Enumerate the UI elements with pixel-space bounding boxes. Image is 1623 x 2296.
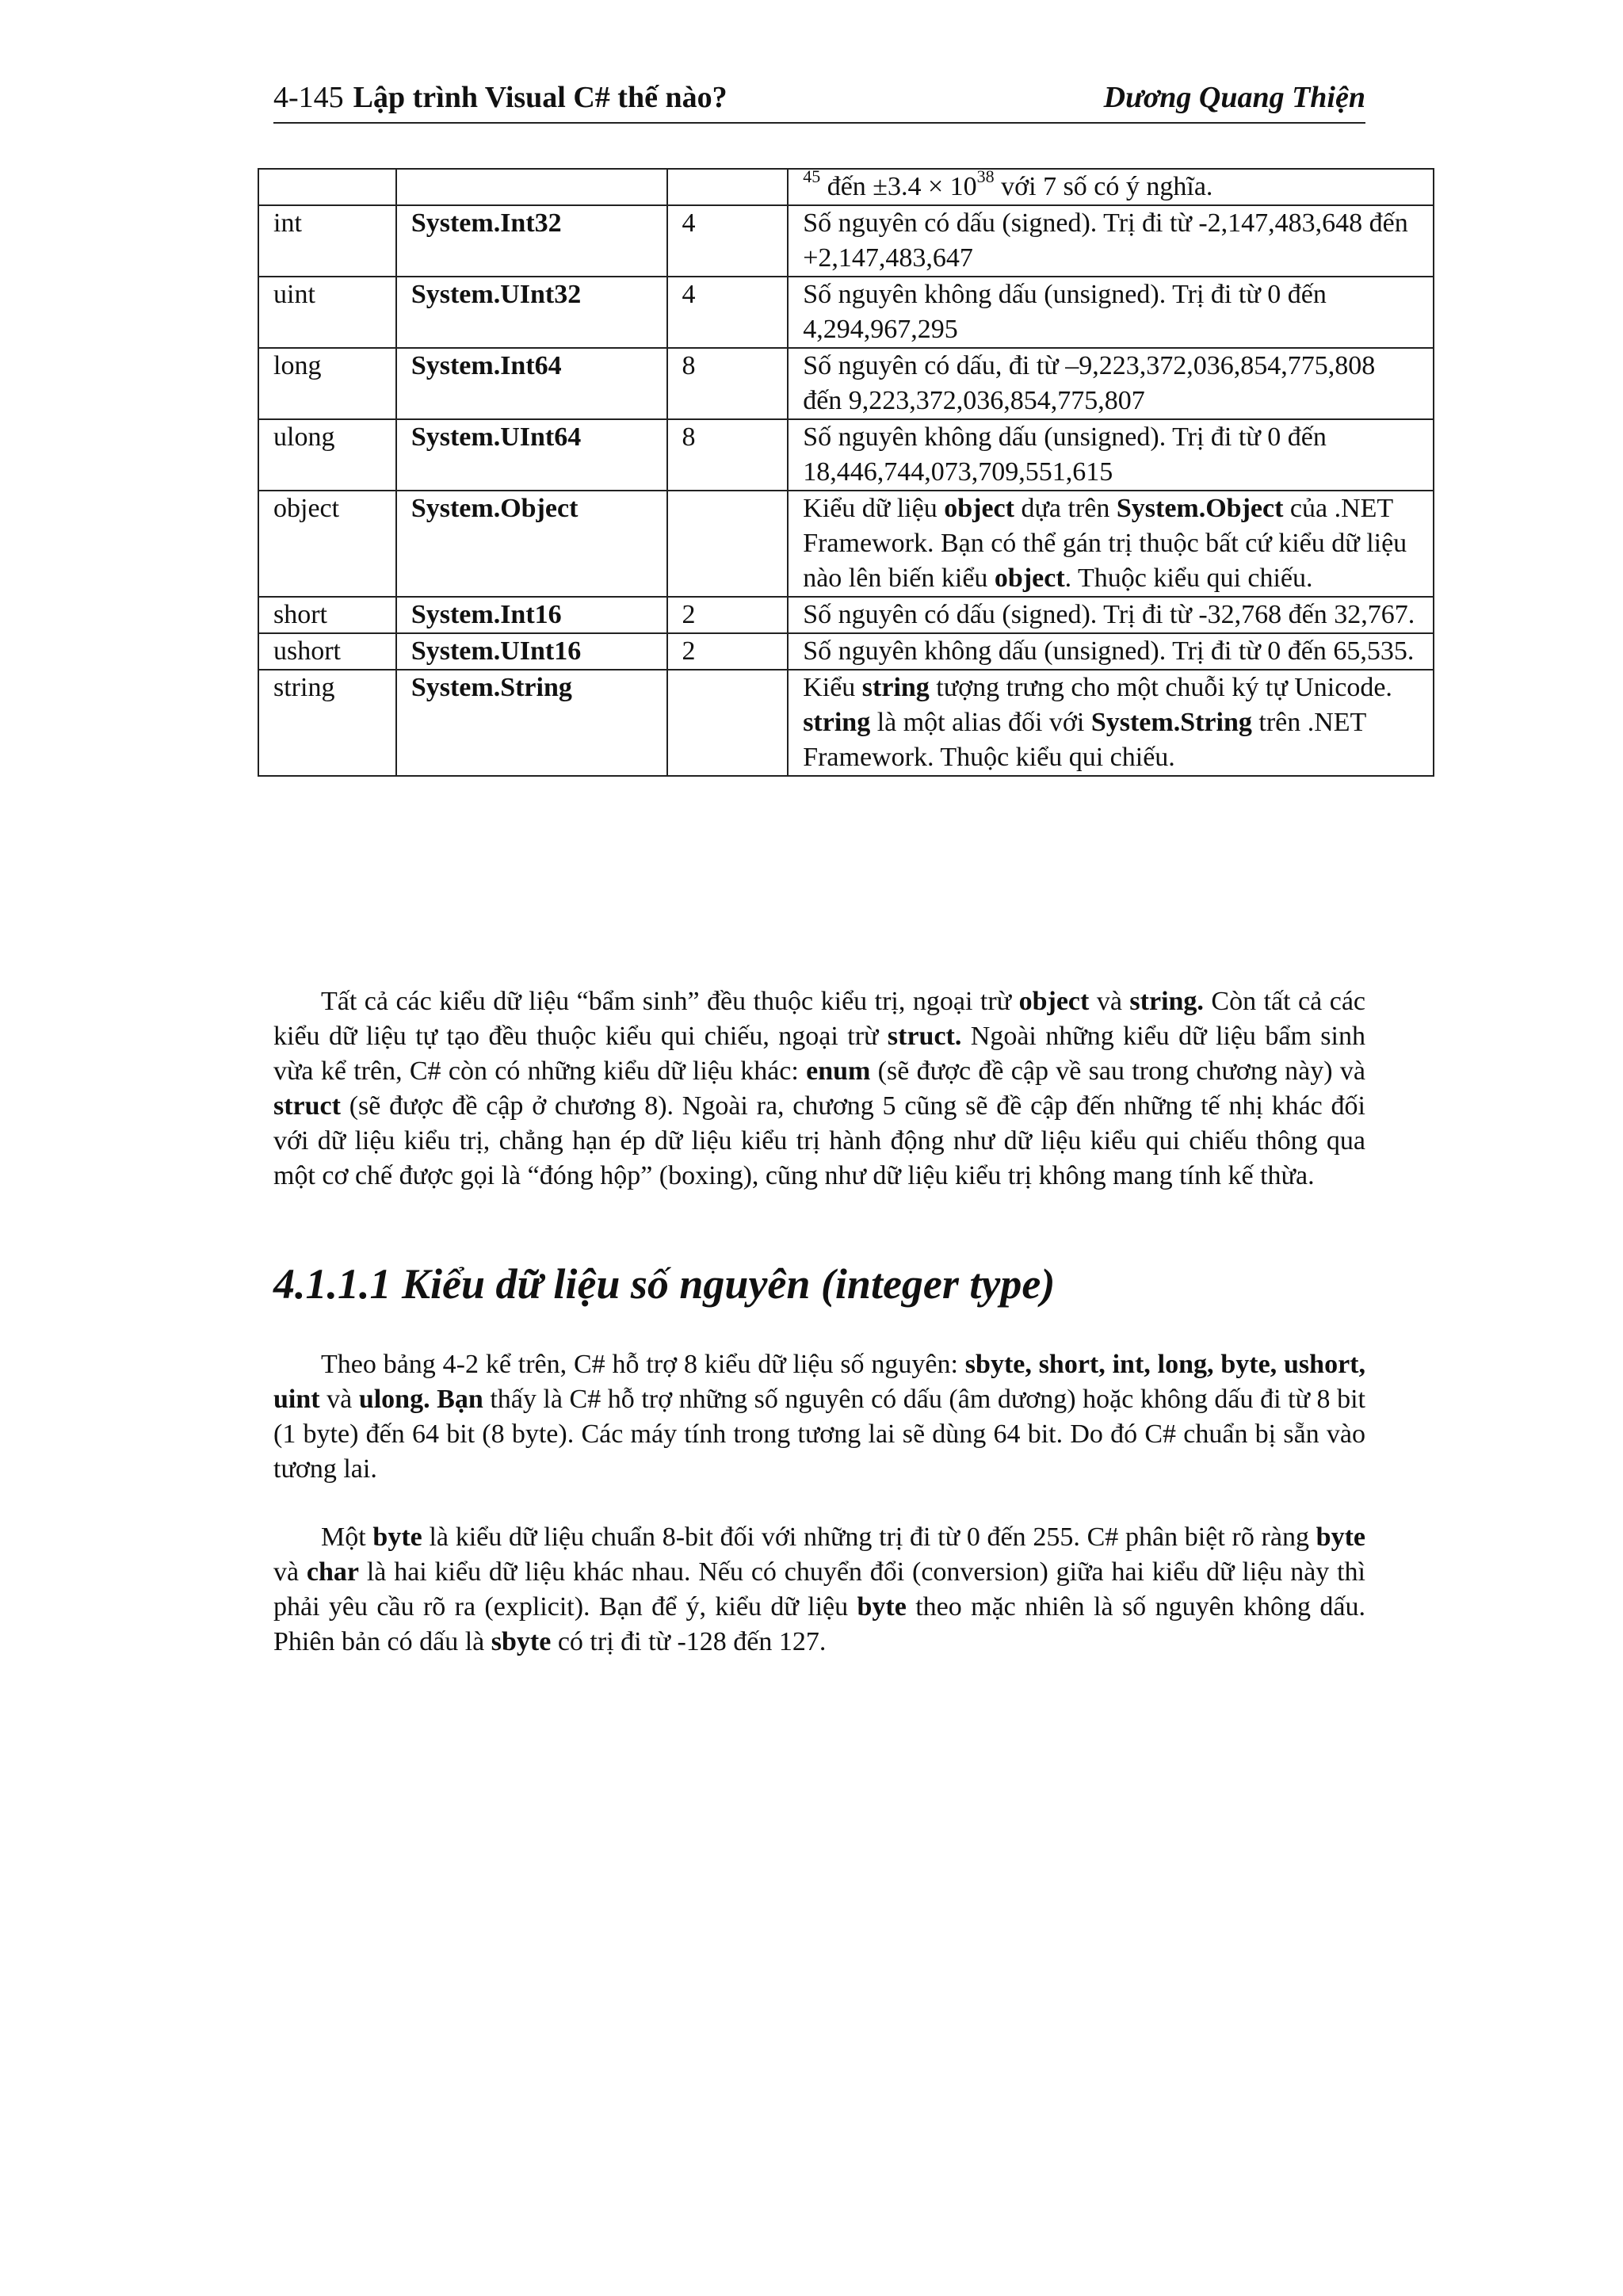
- class-cell: System.Int32: [396, 205, 667, 277]
- bold-text: object: [944, 494, 1014, 523]
- table-row: [258, 348, 1434, 419]
- text-run: Còn tất cả các kiểu dữ liệu tự tạo đều thuộc kiểu qui chiếu, ngoại trừ: [273, 987, 1365, 1051]
- class-cell: System.UInt16: [396, 633, 667, 670]
- bold-text: byte: [857, 1592, 907, 1622]
- size-cell: 4: [667, 205, 789, 277]
- type-cell: ushort: [258, 633, 396, 670]
- bold-text: string: [803, 708, 871, 737]
- text-run: Số nguyên không dấu (unsigned). Trị đi từ 0 đến 18,446,744,073,709,551,615: [803, 422, 1327, 487]
- description-cell: [788, 277, 1434, 348]
- text-run: Số nguyên không dấu (unsigned). Trị đi từ 0 đến 4,294,967,295: [803, 280, 1327, 344]
- paragraph-integer-types: [273, 1347, 1365, 1487]
- type-cell: int: [258, 205, 396, 277]
- superscript: 38: [976, 166, 995, 186]
- bold-text: struct.: [887, 1022, 962, 1051]
- bold-text: string: [861, 673, 930, 702]
- class-cell: System.Object: [396, 491, 667, 597]
- text-run: Số nguyên không dấu (unsigned). Trị đi từ 0 đến 65,535.: [803, 636, 1415, 666]
- type-cell: ulong: [258, 419, 396, 491]
- text-run: và: [319, 1385, 359, 1414]
- text-run: là một alias đối với: [870, 708, 1091, 737]
- paragraph-byte-type: [273, 1520, 1365, 1660]
- table-row: [258, 670, 1434, 776]
- table-row: [258, 633, 1434, 670]
- section-title: 4.1.1.1 Kiểu dữ liệu số nguyên (integer type): [273, 1260, 1056, 1308]
- size-cell: 4: [667, 277, 789, 348]
- text-run: Tất cả các kiểu dữ liệu “bẩm sinh” đều thuộc kiểu trị, ngoại trừ: [321, 987, 1019, 1016]
- superscript: 45: [803, 166, 821, 186]
- class-cell: System.Int64: [396, 348, 667, 419]
- text-run: Số nguyên có dấu (signed). Trị đi từ -32,768 đến 32,767.: [803, 600, 1415, 629]
- description-cell: [788, 166, 1434, 205]
- type-cell: uint: [258, 277, 396, 348]
- data-types-table: [258, 168, 1434, 777]
- text-run: của .NET Framework. Bạn có thể gán trị thuộc bất cứ kiểu dữ liệu nào lên biến kiểu: [803, 494, 1407, 593]
- text-run: là hai kiểu dữ liệu khác nhau. Nếu có chuyển đổi (conversion) giữa hai kiểu dữ liệu này thì phải yêu cầu rõ ra (explicit). Bạn để ý, kiểu dữ liệu: [273, 1557, 1366, 1622]
- size-cell: 8: [667, 419, 789, 491]
- description-cell: [788, 419, 1434, 491]
- type-cell: short: [258, 597, 396, 633]
- text-run: Kiểu dữ liệu: [803, 494, 945, 523]
- text-run: đến ±3.4 × 10: [820, 172, 977, 201]
- table-row: [258, 169, 1434, 205]
- bold-text: sbyte: [491, 1627, 552, 1656]
- text-run: theo mặc nhiên là số nguyên không dấu. Phiên bản có dấu là: [273, 1592, 1365, 1656]
- bold-text: System.Object: [1116, 494, 1284, 523]
- size-cell: [667, 491, 789, 597]
- paragraph-builtin-types: [273, 984, 1365, 1194]
- type-cell: long: [258, 348, 396, 419]
- text-run: Ngoài những kiểu dữ liệu bẩm sinh vừa kể trên, C# còn có những kiểu dữ liệu khác:: [273, 1022, 1365, 1086]
- table-row: [258, 277, 1434, 348]
- text-run: thấy là C# hỗ trợ những số nguyên có dấu (âm dương) hoặc không dấu đi từ 8 bit (1 byte) đến 64 bit (8 byte). Các máy tính trong tương lai sẽ dùng 64 bit. Do đó C# chuẩn bị sẵn vào tương lai.: [273, 1385, 1365, 1484]
- text-run: trên .NET Framework. Thuộc kiểu qui chiếu.: [803, 708, 1366, 772]
- bold-text: char: [306, 1557, 360, 1587]
- size-cell: [667, 169, 789, 205]
- text-run: tượng trưng cho một chuỗi ký tự Unicode.: [929, 673, 1392, 702]
- text-run: (sẽ được đề cập ở chương 8). Ngoài ra, chương 5 cũng sẽ đề cập đến những tế nhị khác đối với dữ liệu kiểu trị, chẳng hạn ép dữ liệu kiểu trị hành động như dữ liệu kiểu qui chiếu thông qua một cơ chế được gọi là “đóng hộp” (boxing), cũng như dữ liệu kiểu trị không mang tính kế thừa.: [273, 1091, 1365, 1190]
- bold-text: System.String: [1090, 708, 1252, 737]
- description-cell: [788, 491, 1434, 597]
- bold-text: object: [1018, 987, 1090, 1016]
- bold-text: ulong. Bạn: [358, 1385, 483, 1414]
- bold-text: byte: [1316, 1522, 1365, 1552]
- class-cell: System.Int16: [396, 597, 667, 633]
- page-number: 4-145: [273, 81, 344, 114]
- table-row: [258, 205, 1434, 277]
- description-cell: [788, 597, 1434, 633]
- text-run: dựa trên: [1014, 494, 1117, 523]
- bold-text: byte: [372, 1522, 422, 1552]
- size-cell: 2: [667, 597, 789, 633]
- class-cell: System.UInt32: [396, 277, 667, 348]
- size-cell: 8: [667, 348, 789, 419]
- type-cell: string: [258, 670, 396, 776]
- text-run: Số nguyên có dấu (signed). Trị đi từ -2,147,483,648 đến +2,147,483,647: [803, 208, 1408, 273]
- text-run: Một: [321, 1522, 373, 1552]
- page-header: [273, 79, 1365, 124]
- bold-text: struct: [273, 1091, 341, 1121]
- size-cell: 2: [667, 633, 789, 670]
- author-name: Dương Quang Thiện: [1103, 81, 1365, 114]
- table-row: [258, 491, 1434, 597]
- description-cell: [788, 670, 1434, 776]
- text-run: là kiểu dữ liệu chuẩn 8-bit đối với những trị đi từ 0 đến 255. C# phân biệt rõ ràng: [422, 1522, 1316, 1552]
- book-title: Lập trình Visual C# thế nào?: [353, 81, 727, 114]
- text-run: Kiểu: [803, 673, 862, 702]
- text-run: Số nguyên có dấu, đi từ –9,223,372,036,854,775,808 đến 9,223,372,036,854,775,807: [803, 351, 1376, 415]
- data-types-table-body: [258, 166, 1434, 776]
- table-row: [258, 419, 1434, 491]
- description-cell: [788, 205, 1434, 277]
- class-cell: System.UInt64: [396, 419, 667, 491]
- class-cell: [396, 169, 667, 205]
- bold-text: string.: [1129, 987, 1204, 1016]
- size-cell: [667, 670, 789, 776]
- bold-text: sbyte, short, int, long, byte, ushort, uint: [273, 1350, 1365, 1414]
- description-cell: [788, 348, 1434, 419]
- table-row: [258, 597, 1434, 633]
- bold-text: object: [994, 563, 1065, 593]
- text-run: (sẽ được đề cập về sau trong chương này) và: [870, 1056, 1365, 1086]
- class-cell: System.String: [396, 670, 667, 776]
- text-run: . Thuộc kiểu qui chiếu.: [1064, 563, 1313, 593]
- type-cell: object: [258, 491, 396, 597]
- text-run: Theo bảng 4-2 kể trên, C# hỗ trợ 8 kiểu dữ liệu số nguyên:: [321, 1350, 965, 1379]
- text-run: và: [273, 1557, 307, 1587]
- text-run: với 7 số có ý nghĩa.: [994, 172, 1213, 201]
- text-run: có trị đi từ -128 đến 127.: [551, 1627, 827, 1656]
- description-cell: [788, 633, 1434, 670]
- type-cell: [258, 169, 396, 205]
- bold-text: enum: [806, 1056, 871, 1086]
- text-run: và: [1089, 987, 1130, 1016]
